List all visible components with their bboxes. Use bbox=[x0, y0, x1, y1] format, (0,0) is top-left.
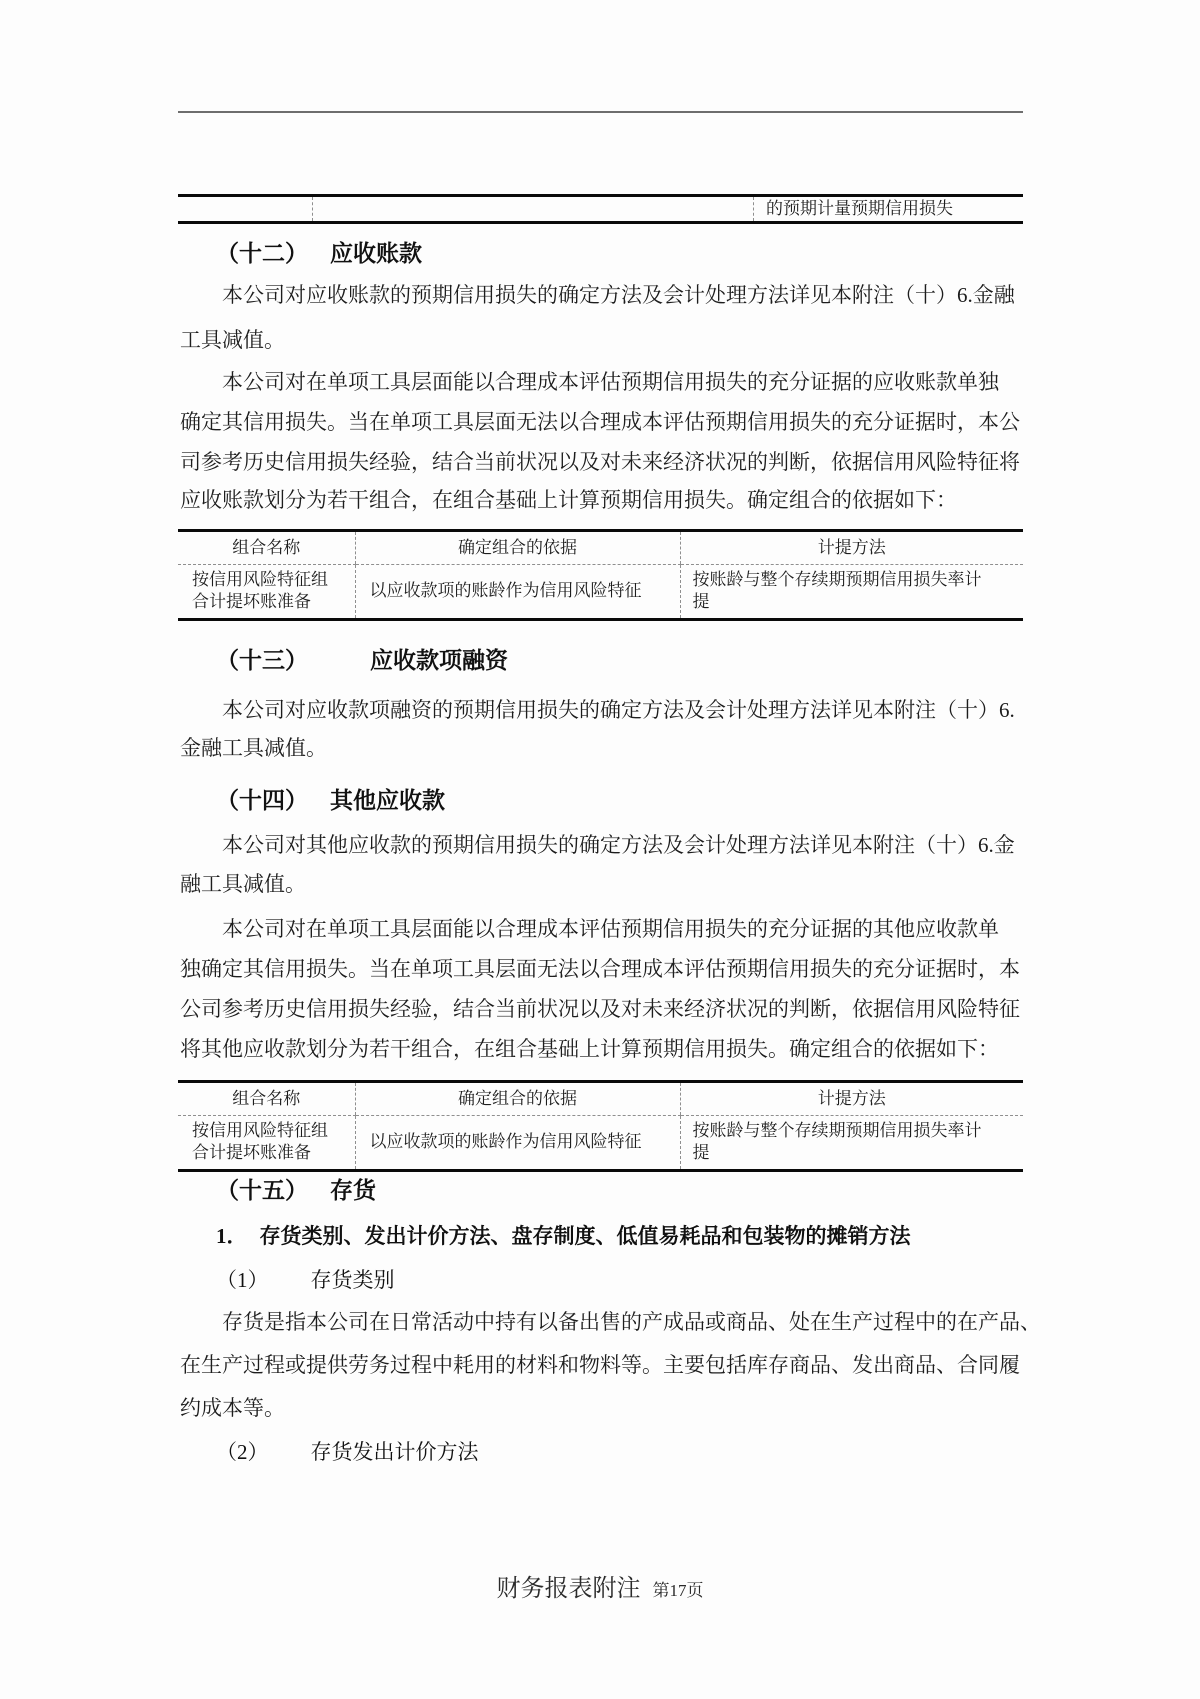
table-header-cell: 计提方法 bbox=[680, 531, 1023, 565]
subsection-heading-1 bbox=[216, 1221, 911, 1251]
paragraph-line: 在生产过程或提供劳务过程中耗用的材料和物料等。主要包括库存商品、发出商品、合同履 bbox=[180, 1353, 1020, 1377]
section-title: 应收账款 bbox=[330, 241, 422, 266]
section-heading-13 bbox=[216, 646, 508, 676]
item-title: 存货发出计价方法 bbox=[310, 1440, 479, 1464]
footer-title: 财务报表附注 bbox=[496, 1576, 641, 1602]
paragraph-line: 约成本等。 bbox=[180, 1396, 285, 1420]
section-number: （十二） bbox=[216, 241, 308, 266]
table-header-cell: 组合名称 bbox=[178, 1082, 355, 1116]
table-row bbox=[178, 1116, 1023, 1171]
table-cell: 按账龄与整个存续期预期信用损失率计提 bbox=[680, 1116, 1023, 1171]
section-title: 存货 bbox=[330, 1178, 376, 1203]
portfolio-table-2 bbox=[178, 1080, 1023, 1172]
section-heading-12 bbox=[216, 239, 422, 269]
table-cell: 按信用风险特征组合计提坏账准备 bbox=[192, 1121, 328, 1162]
section-number: （十五） bbox=[216, 1178, 308, 1203]
section-number: （十三） bbox=[216, 648, 308, 673]
item-number: （2） bbox=[216, 1440, 269, 1464]
list-item-heading-2 bbox=[216, 1437, 479, 1467]
table-cell: 按信用风险特征组合计提坏账准备 bbox=[192, 570, 328, 611]
table-cell: 的预期计量预期信用损失 bbox=[753, 197, 1023, 221]
paragraph-line: 独确定其信用损失。当在单项工具层面无法以合理成本评估预期信用损失的充分证据时，本 bbox=[180, 957, 1020, 981]
subsection-title: 存货类别、发出计价方法、盘存制度、低值易耗品和包装物的摊销方法 bbox=[259, 1224, 911, 1248]
table-header-cell: 确定组合的依据 bbox=[355, 531, 680, 565]
footer-page-number: 第17页 bbox=[652, 1581, 704, 1600]
item-title: 存货类别 bbox=[310, 1268, 395, 1292]
paragraph-line: 公司参考历史信用损失经验，结合当前状况以及对未来经济状况的判断，依据信用风险特征 bbox=[180, 997, 1020, 1021]
section-heading-14 bbox=[216, 786, 445, 816]
paragraph-line: 将其他应收款划分为若干组合，在组合基础上计算预期信用损失。确定组合的依据如下： bbox=[180, 1037, 999, 1061]
header-rule bbox=[178, 111, 1023, 113]
paragraph-line: 工具减值。 bbox=[180, 328, 285, 352]
section-number: （十四） bbox=[216, 788, 308, 813]
section-title: 其他应收款 bbox=[330, 788, 445, 813]
table-cell bbox=[312, 197, 753, 221]
table-cell: 按账龄与整个存续期预期信用损失率计提 bbox=[680, 565, 1023, 620]
paragraph-line: 应收账款划分为若干组合，在组合基础上计算预期信用损失。确定组合的依据如下： bbox=[180, 488, 957, 512]
section-title: 应收款项融资 bbox=[370, 648, 508, 673]
carryover-table bbox=[178, 194, 1023, 224]
item-number: （1） bbox=[216, 1268, 269, 1292]
section-heading-15 bbox=[216, 1176, 376, 1206]
paragraph-line: 本公司对应收款项融资的预期信用损失的确定方法及会计处理方法详见本附注（十）6. bbox=[222, 698, 1015, 722]
paragraph-line: 本公司对应收账款的预期信用损失的确定方法及会计处理方法详见本附注（十）6.金融 bbox=[222, 283, 1015, 307]
paragraph-line: 金融工具减值。 bbox=[180, 736, 327, 760]
table-header-cell: 确定组合的依据 bbox=[355, 1082, 680, 1116]
paragraph-line: 司参考历史信用损失经验，结合当前状况以及对未来经济状况的判断，依据信用风险特征将 bbox=[180, 450, 1020, 474]
paragraph-line: 本公司对在单项工具层面能以合理成本评估预期信用损失的充分证据的应收账款单独 bbox=[222, 370, 999, 394]
paragraph-line: 本公司对在单项工具层面能以合理成本评估预期信用损失的充分证据的其他应收款单 bbox=[222, 917, 999, 941]
table-row bbox=[178, 565, 1023, 620]
table-header-row bbox=[178, 531, 1023, 565]
table-header-cell: 组合名称 bbox=[178, 531, 355, 565]
paragraph-line: 确定其信用损失。当在单项工具层面无法以合理成本评估预期信用损失的充分证据时，本公 bbox=[180, 410, 1020, 434]
portfolio-table-1 bbox=[178, 529, 1023, 621]
subsection-number: 1． bbox=[216, 1224, 248, 1248]
table-cell bbox=[178, 197, 312, 221]
table-header-row bbox=[178, 1082, 1023, 1116]
paragraph-line: 本公司对其他应收款的预期信用损失的确定方法及会计处理方法详见本附注（十）6.金 bbox=[222, 833, 1015, 857]
table-cell: 以应收款项的账龄作为信用风险特征 bbox=[355, 1116, 680, 1171]
table-cell: 以应收款项的账龄作为信用风险特征 bbox=[355, 565, 680, 620]
page-footer bbox=[0, 1568, 1200, 1603]
paragraph-line: 融工具减值。 bbox=[180, 872, 306, 896]
list-item-heading-1 bbox=[216, 1265, 395, 1295]
table-header-cell: 计提方法 bbox=[680, 1082, 1023, 1116]
paragraph-line: 存货是指本公司在日常活动中持有以备出售的产成品或商品、处在生产过程中的在产品、 bbox=[222, 1310, 1041, 1334]
